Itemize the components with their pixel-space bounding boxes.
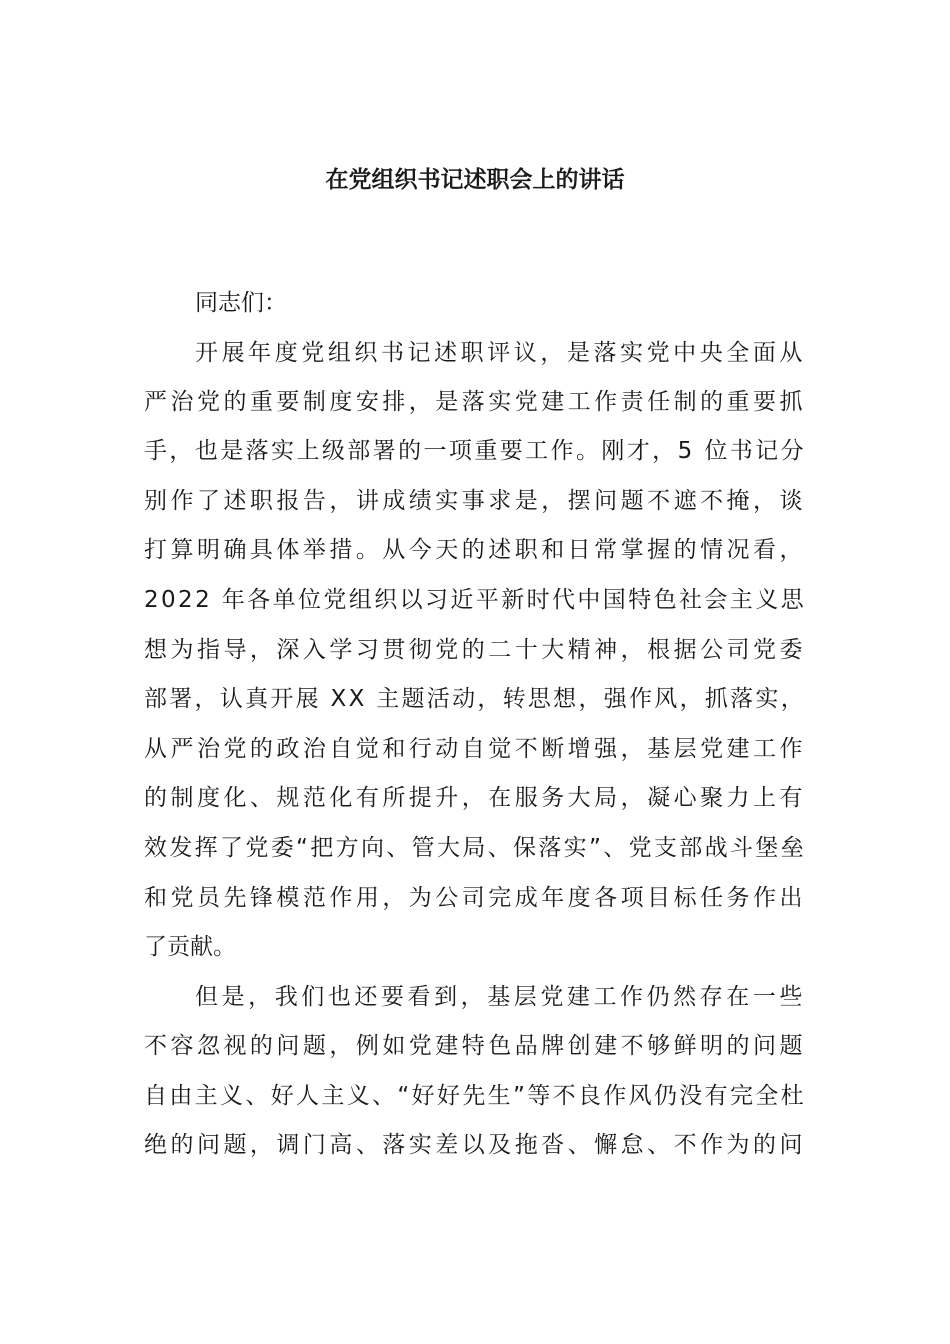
paragraph-line: 2022 年各单位党组织以习近平新时代中国特色社会主义思 — [144, 587, 806, 613]
paragraph-line: 效发挥了党委“把方向、管大局、保落实”、党支部战斗堡垒 — [144, 835, 806, 861]
document-title: 在党组织书记述职会上的讲话 — [325, 167, 625, 193]
paragraph-line: 部署，认真开展 XX 主题活动，转思想，强作风，抓落实， — [144, 686, 806, 712]
paragraph-line: 别作了述职报告，讲成绩实事求是，摆问题不遮不掩，谈 — [144, 488, 806, 514]
paragraph-line: 但是，我们也还要看到，基层党建工作仍然存在一些 — [195, 984, 806, 1010]
paragraph-line: 不容忽视的问题，例如党建特色品牌创建不够鲜明的问题 — [144, 1033, 806, 1059]
paragraph-line: 的制度化、规范化有所提升，在服务大局，凝心聚力上有 — [144, 785, 806, 811]
paragraph-line: 严治党的重要制度安排，是落实党建工作责任制的重要抓 — [144, 389, 806, 415]
paragraph-line: 打算明确具体举措。从今天的述职和日常掌握的情况看， — [144, 537, 806, 563]
paragraph-line: 开展年度党组织书记述职评议，是落实党中央全面从 — [195, 340, 806, 366]
paragraph-line: 手，也是落实上级部署的一项重要工作。刚才，5 位书记分 — [144, 438, 806, 464]
paragraph-line: 绝的问题，调门高、落实差以及拖沓、懈怠、不作为的问 — [144, 1132, 806, 1158]
paragraph-line: 从严治党的政治自觉和行动自觉不断增强，基层党建工作 — [144, 736, 806, 762]
paragraph-line: 和党员先锋模范作用，为公司完成年度各项目标任务作出 — [144, 885, 806, 911]
paragraph-line: 了贡献。 — [144, 934, 236, 960]
paragraph-line: 想为指导，深入学习贯彻党的二十大精神，根据公司党委 — [144, 637, 806, 663]
salutation: 同志们： — [195, 290, 287, 316]
paragraph-line: 自由主义、好人主义、“好好先生”等不良作风仍没有完全杜 — [144, 1083, 806, 1109]
